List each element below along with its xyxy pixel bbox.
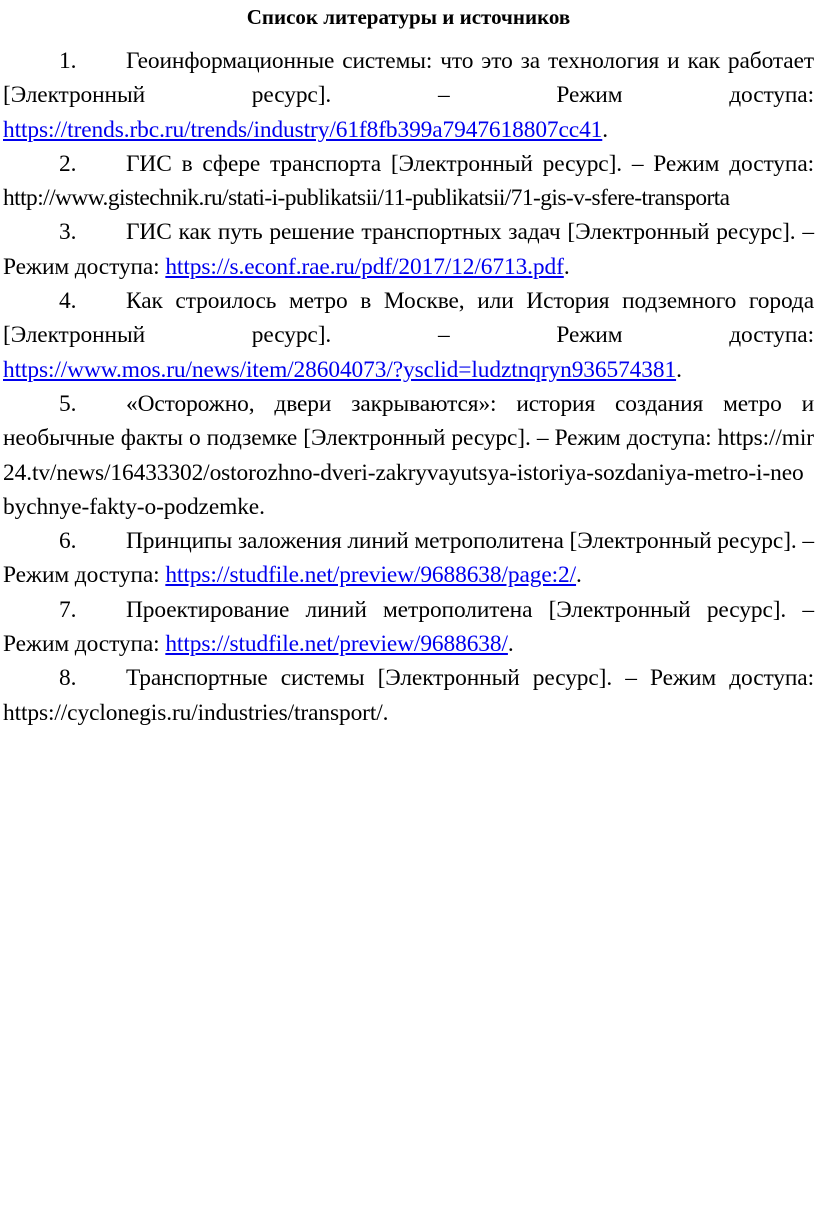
reference-link[interactable]: https://studfile.net/preview/9688638/page:2/ — [165, 562, 577, 589]
reference-number: 4. — [59, 288, 77, 315]
reference-text: Геоинформационные системы: что это за технология и как работает [Электронный ресурс]. – Режим доступа: — [3, 48, 814, 109]
reference-trailing: . — [602, 116, 609, 143]
reference-trailing: . — [382, 699, 389, 726]
reference-trailing: . — [576, 562, 582, 589]
reference-link[interactable]: https://trends.rbc.ru/trends/industry/61f8fb399a7947618807cc41 — [3, 116, 603, 143]
reference-trailing: . — [563, 253, 570, 280]
reference-number: 2. — [59, 150, 77, 177]
reference-item — [3, 524, 814, 593]
reference-trailing: . — [259, 493, 265, 520]
reference-text: Проектирование линий метрополитена [Электронный ресурс]. – Режим доступа: — [3, 596, 814, 658]
reference-link[interactable]: https://s.econf.rae.ru/pdf/2017/12/6713.pdf — [165, 253, 564, 280]
reference-item — [3, 661, 814, 730]
reference-trailing: . — [507, 631, 514, 658]
reference-number: 8. — [59, 665, 77, 692]
reference-number: 3. — [59, 219, 77, 246]
reference-text: Как строилось метро в Москве, или История подземного города [Электронный ресурс]. – Режим доступа: — [3, 288, 814, 349]
reference-number: 7. — [59, 596, 77, 623]
reference-number: 1. — [59, 48, 77, 74]
reference-list — [3, 44, 814, 730]
page-title: Список литературы и источников — [246, 5, 571, 29]
reference-text: ГИС как путь решение транспортных задач [Электронный ресурс]. – Режим доступа: — [3, 219, 814, 280]
reference-text: ГИС в сфере транспорта [Электронный ресурс]. – Режим доступа: — [126, 150, 814, 177]
reference-url: http://www.gistechnik.ru/stati-i-publikatsii/11-publikatsii/71-gis-v-sfere-transporta — [3, 185, 730, 212]
reference-url: https://cyclonegis.ru/industries/transport/ — [3, 699, 383, 726]
reference-text: Принципы заложения линий метрополитена [Электронный ресурс]. – Режим доступа: — [3, 528, 814, 589]
reference-text: «Осторожно, двери закрываются»: история создания метро и необычные факты о подземке [Электронный ресурс]. – Режим доступа: — [3, 390, 814, 452]
reference-number: 5. — [59, 390, 77, 417]
reference-trailing: . — [676, 356, 682, 383]
reference-item — [3, 593, 814, 662]
reference-text: Транспортные системы [Электронный ресурс]. – Режим доступа: — [126, 665, 814, 692]
reference-link[interactable]: https://www.mos.ru/news/item/28604073/?ysclid=ludztnqryn936574381 — [3, 356, 677, 383]
reference-link[interactable]: https://studfile.net/preview/9688638/ — [165, 631, 508, 658]
reference-item — [3, 44, 814, 147]
reference-item — [3, 215, 814, 284]
reference-number: 6. — [59, 528, 77, 555]
reference-item — [3, 387, 814, 524]
reference-item — [3, 284, 814, 387]
reference-url: https://mir24.tv/news/16433302/ostorozhno-dveri-zakryvayutsya-istoriya-sozdaniya-metro-i-neobychnye-fakty-o-podzemke — [3, 425, 814, 520]
reference-item — [3, 147, 814, 216]
